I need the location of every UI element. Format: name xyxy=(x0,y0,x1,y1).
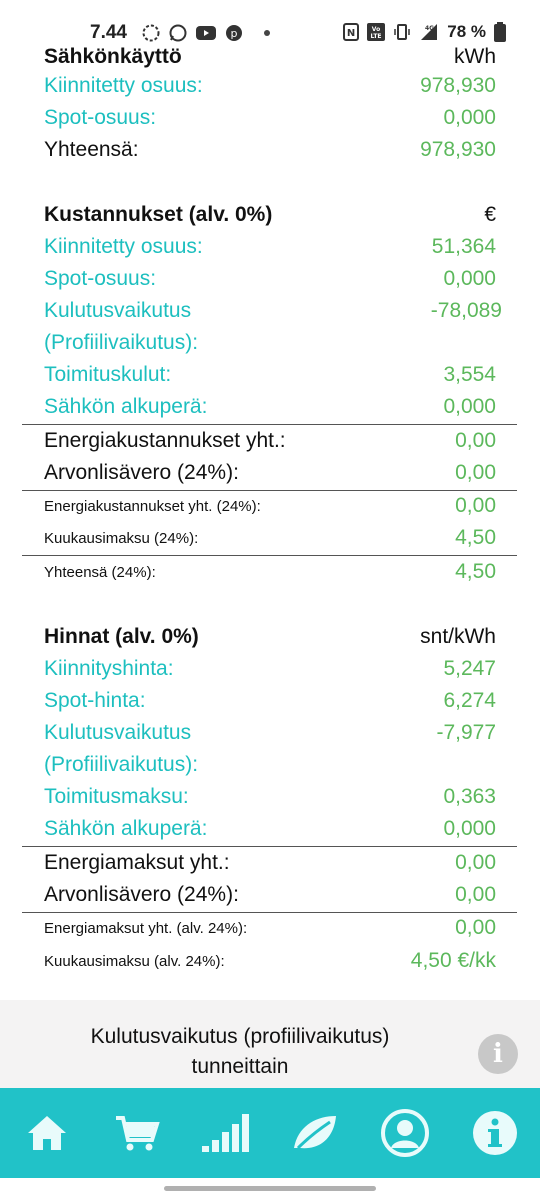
leaf-icon xyxy=(290,1108,340,1158)
profile-effect-title-line1: Kulutusvaikutus (profiilivaikutus) xyxy=(90,1025,390,1048)
more-notifications-icon xyxy=(264,30,270,36)
row-value: 3,554 xyxy=(443,363,496,386)
row-label: Yhteensä (24%): xyxy=(44,563,156,581)
svg-text:p: p xyxy=(230,27,238,40)
row-value: 4,50 xyxy=(455,560,496,583)
row-label: Energiamaksut yht.: xyxy=(44,851,230,874)
nav-cart-button[interactable] xyxy=(112,1108,162,1158)
row-value: 0,00 xyxy=(455,883,496,906)
costs-row xyxy=(44,296,502,326)
prices-title: Hinnat (alv. 0%) xyxy=(44,625,199,648)
row-label: (Profiilivaikutus): xyxy=(44,753,199,776)
row-value: 0,00 xyxy=(455,429,496,452)
row-label: Kulutusvaikutus xyxy=(44,721,192,744)
row-label: Spot-hinta: xyxy=(44,689,146,712)
row-value: 4,50 xyxy=(455,526,496,549)
costs-row xyxy=(44,232,496,262)
costs-header xyxy=(44,200,496,230)
row-value: 0,000 xyxy=(443,817,496,840)
row-value: 4,50 €/kk xyxy=(410,949,496,972)
profile-effect-panel[interactable] xyxy=(0,1000,540,1090)
row-label: Kulutusvaikutus xyxy=(44,299,192,322)
system-icons xyxy=(343,22,506,42)
prices-total-row xyxy=(44,848,496,878)
row-label: (Profiilivaikutus): xyxy=(44,331,199,354)
svg-text:LTE: LTE xyxy=(370,33,382,40)
divider xyxy=(22,424,517,425)
costs-row xyxy=(44,392,496,422)
prices-row xyxy=(44,686,496,716)
energy-total-row xyxy=(44,135,496,165)
profile-effect-title xyxy=(60,1022,420,1082)
battery-icon xyxy=(494,22,506,42)
prices-row xyxy=(44,782,496,812)
svg-text:4G: 4G xyxy=(425,25,435,32)
row-value: 51,364 xyxy=(431,235,496,258)
row-value: 978,930 xyxy=(420,138,496,161)
row-label: Toimitusmaksu: xyxy=(44,785,189,808)
row-value: 0,000 xyxy=(443,395,496,418)
row-value: 0,00 xyxy=(455,851,496,874)
mobile-signal-icon xyxy=(419,23,439,41)
row-label: Sähkön alkuperä: xyxy=(44,395,208,418)
row-value: 6,274 xyxy=(443,689,496,712)
energy-unit: kWh xyxy=(454,45,496,68)
divider xyxy=(22,555,517,556)
costs-row xyxy=(44,360,496,390)
row-label: Energiamaksut yht. (alv. 24%): xyxy=(44,919,248,937)
prices-total-row xyxy=(44,880,496,910)
nav-info-button[interactable] xyxy=(470,1108,520,1158)
vibrate-icon xyxy=(393,23,411,41)
user-icon xyxy=(380,1108,430,1158)
row-label: Toimituskulut: xyxy=(44,363,172,386)
home-icon xyxy=(22,1108,72,1158)
costs-unit: € xyxy=(484,203,496,226)
row-label: Arvonlisävero (24%): xyxy=(44,883,239,906)
row-label: Energiakustannukset yht.: xyxy=(44,429,286,452)
report-content xyxy=(0,40,540,1000)
row-label: Sähkön alkuperä: xyxy=(44,817,208,840)
costs-title: Kustannukset (alv. 0%) xyxy=(44,203,273,226)
prices-row xyxy=(44,814,496,844)
costs-total-row xyxy=(44,458,496,488)
row-label: Spot-osuus: xyxy=(44,267,157,290)
energy-row xyxy=(44,71,496,101)
costs-vat-row xyxy=(44,491,496,521)
row-label: Arvonlisävero (24%): xyxy=(44,461,239,484)
nav-usage-button[interactable] xyxy=(200,1108,250,1158)
status-time: 7.44 xyxy=(90,22,127,43)
svg-text:Vo: Vo xyxy=(372,26,381,33)
battery-percent: 78 % xyxy=(447,22,486,41)
row-value: 0,000 xyxy=(443,106,496,129)
costs-row xyxy=(44,264,496,294)
prices-vat-row xyxy=(44,913,496,943)
row-value: 0,00 xyxy=(455,461,496,484)
row-value: 0,00 xyxy=(455,494,496,517)
costs-grand-total-row xyxy=(44,557,496,587)
row-value: 0,000 xyxy=(443,267,496,290)
costs-row xyxy=(44,328,496,358)
nav-profile-button[interactable] xyxy=(380,1108,430,1158)
row-label: Energiakustannukset yht. (24%): xyxy=(44,497,261,515)
bottom-navigation xyxy=(0,1088,540,1178)
prices-unit: snt/kWh xyxy=(420,625,496,648)
prices-row xyxy=(44,718,496,748)
info-icon[interactable]: i xyxy=(478,1034,518,1074)
row-label: Spot-osuus: xyxy=(44,106,157,129)
row-value: 5,247 xyxy=(443,657,496,680)
profile-effect-title-line2: tunneittain xyxy=(191,1055,289,1078)
nav-home-button[interactable] xyxy=(22,1108,72,1158)
cart-icon xyxy=(112,1108,162,1158)
divider xyxy=(22,846,517,847)
row-value: -78,089 xyxy=(430,299,502,322)
energy-header xyxy=(44,42,496,72)
row-label: Kuukausimaksu (24%): xyxy=(44,529,199,547)
row-value: 0,00 xyxy=(455,916,496,939)
costs-vat-row xyxy=(44,523,496,553)
signal-bars-icon xyxy=(200,1108,250,1158)
prices-row xyxy=(44,654,496,684)
row-value: -7,977 xyxy=(436,721,496,744)
svg-text:N: N xyxy=(347,28,356,39)
prices-header xyxy=(44,622,496,652)
costs-total-row xyxy=(44,426,496,456)
row-value: 978,930 xyxy=(420,74,496,97)
energy-title: Sähkönkäyttö xyxy=(44,45,182,68)
row-value: 0,363 xyxy=(443,785,496,808)
gesture-home-bar[interactable] xyxy=(164,1186,376,1191)
prices-row xyxy=(44,750,496,780)
prices-vat-row xyxy=(44,946,496,976)
info-circle-icon xyxy=(470,1108,520,1158)
row-label: Kiinnityshinta: xyxy=(44,657,174,680)
nav-origin-button[interactable] xyxy=(290,1108,340,1158)
row-label: Kiinnitetty osuus: xyxy=(44,74,203,97)
row-label: Yhteensä: xyxy=(44,138,139,161)
energy-row xyxy=(44,103,496,133)
row-label: Kuukausimaksu (alv. 24%): xyxy=(44,952,225,970)
youtube-icon xyxy=(196,25,216,41)
nfc-icon xyxy=(343,23,359,41)
row-label: Kiinnitetty osuus: xyxy=(44,235,203,258)
volte-icon xyxy=(367,23,385,41)
